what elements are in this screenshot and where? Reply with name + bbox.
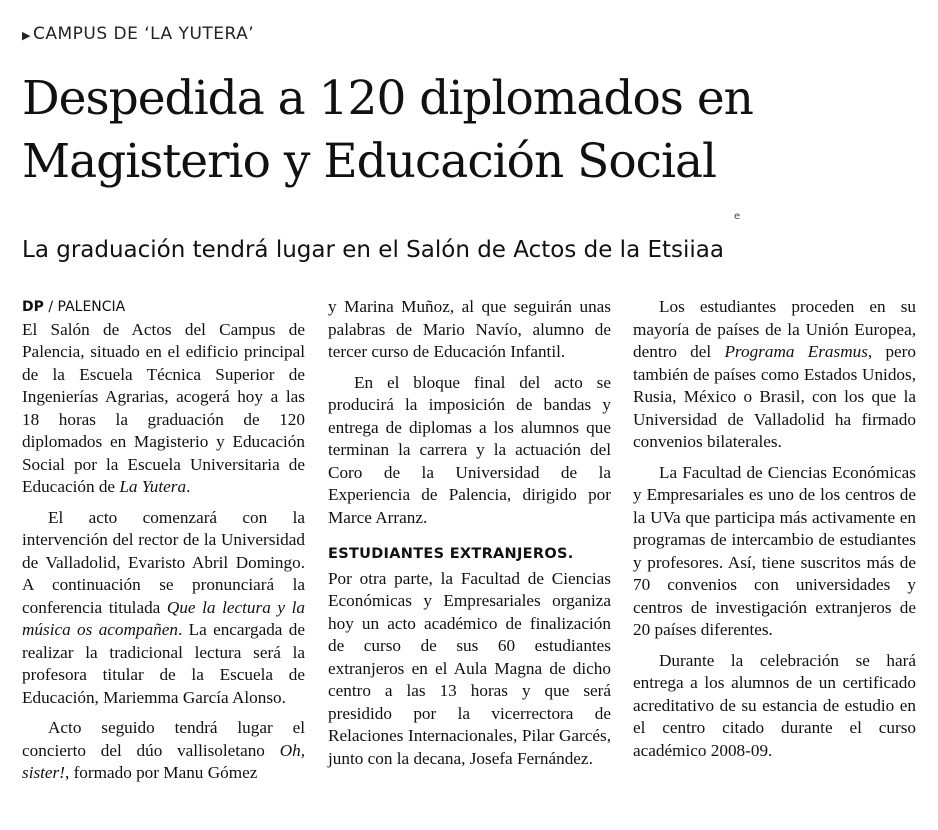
paragraph-text: , pero también de países como Estados Unidos, Rusia, México o Brasil, con los que la Universidad de Valladolid ha firmado convenios bilaterales. — [633, 342, 916, 451]
byline-agency: DP — [22, 299, 44, 315]
section-kicker — [22, 24, 254, 44]
paragraph-text: . — [186, 477, 191, 496]
headline-line-1: Despedida a 120 diplomados en — [22, 71, 753, 126]
section-heading: ESTUDIANTES EXTRANJEROS. — [328, 546, 574, 562]
paragraph-text: , formado por Manu Gómez — [64, 763, 258, 782]
headline-line-2: Magisterio y Educación Social — [22, 133, 717, 189]
paragraph — [22, 717, 305, 785]
paragraph — [22, 507, 305, 710]
article-column-1 — [22, 296, 305, 785]
paragraph-italic: Oh, sister! — [22, 740, 306, 782]
paragraph: y Marina Muñoz, al que seguirán unas palabras de Mario Navío, alumno de tercer curso de Educación Infantil. — [328, 297, 611, 361]
article-column-3 — [633, 296, 916, 762]
paragraph-text: Acto seguido tendrá lugar el concierto del dúo vallisoletano — [22, 718, 305, 760]
triangle-icon: ▶ — [22, 29, 31, 42]
byline: DP / PALENCIA — [22, 299, 126, 315]
paragraph-italic: Que la lectura y la música os acompañen — [22, 597, 305, 639]
paragraph — [633, 296, 916, 454]
paragraph: Por otra parte, la Facultad de Ciencias Económicas y Empresariales organiza hoy un acto académico de finalización de curso de sus 60 estudiantes extranjeros en el Aula Magna de dicho centro a las 13 horas y que será presidido por la vicerrectora de Relaciones Internacionales, Pilar Garcés, junto con la decana, Josefa Fernández. — [328, 568, 611, 768]
paragraph-italic: Programa Erasmus — [724, 342, 868, 361]
article-column-2 — [328, 296, 611, 770]
headline — [22, 68, 922, 193]
paragraph — [22, 319, 305, 499]
subheadline: La graduación tendrá lugar en el Salón de Actos de la Etsiiaa — [22, 237, 724, 263]
paragraph: En el bloque final del acto se producirá la imposición de bandas y entrega de diplomas a los alumnos que terminan la carrera y la actuación del Coro de la Universidad de la Experiencia de Palencia, dirigido por Marce Arranz. — [328, 372, 611, 527]
paragraph: La Facultad de Ciencias Económicas y Empresariales es uno de los centros de la UVa que participa más activamente en programas de intercambio de estudiantes y profesores. Así, tiene suscritos más de 70 convenios con universidades y centros de investigación extranjeros de 20 países diferentes. — [633, 462, 916, 639]
paragraph-text: . La encargada de realizar la tradicional lectura será la profesora titular de la Escuela de Educación, Mariemma García Alonso. — [22, 620, 305, 707]
paragraph: Durante la celebración se hará entrega a los alumnos de un certificado acreditativo de su estancia de estudio en el centro citado durante el curso académico 2008-09. — [633, 650, 916, 760]
kicker-label: CAMPUS DE ‘LA YUTERA’ — [32, 24, 255, 44]
paragraph-text: Los estudiantes proceden en su mayoría de países de la Unión Europea, dentro del — [633, 297, 916, 361]
paragraph-text: El Salón de Actos del Campus de Palencia, situado en el edificio principal de la Escuela Técnica Superior de Ingenierías Agrarias, acogerá hoy a las 18 horas la graduación de 120 diplomados en Magisterio y Educación Social por la Escuela Universitaria de Educación de — [22, 319, 305, 496]
paragraph-text: El acto comenzará con la intervención del rector de la Universidad de Valladolid, Evaristo Abril Domingo. A continuación se pronunciará la conferencia titulada — [22, 507, 305, 617]
byline-place: PALENCIA — [57, 299, 126, 315]
paragraph-italic: La Yutera — [119, 477, 187, 496]
scan-mark: e — [734, 211, 741, 222]
